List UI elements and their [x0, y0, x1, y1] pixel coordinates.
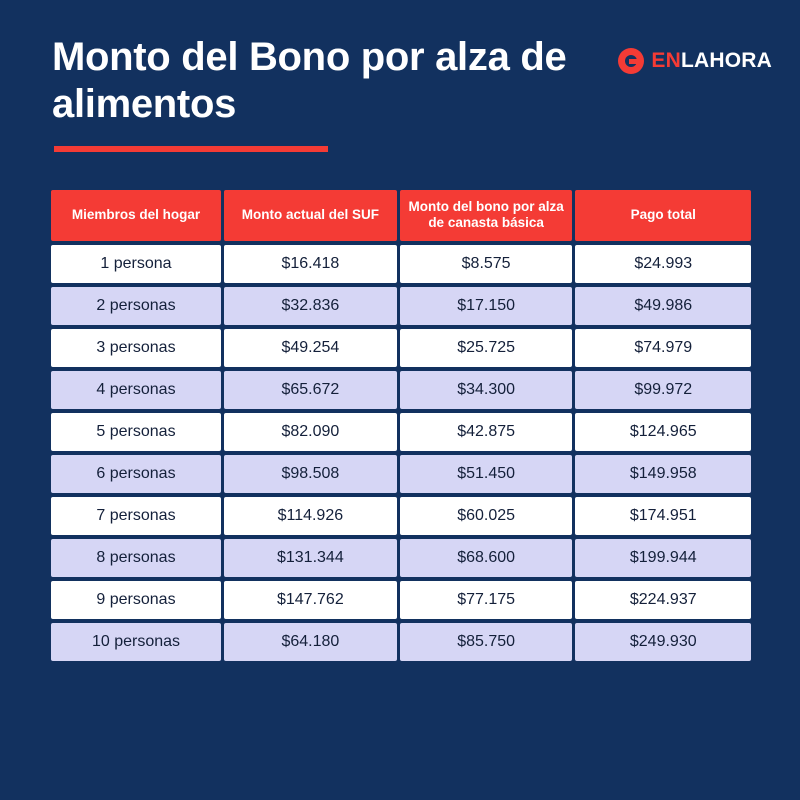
logo-text	[651, 49, 772, 73]
circle-arrow-icon	[618, 48, 644, 74]
logo-text-rest: LAHORA	[680, 49, 772, 72]
page-title: Monto del Bono por alza de alimentos	[52, 35, 567, 127]
table-row	[51, 497, 751, 535]
bono-table-container	[48, 186, 754, 665]
brand-logo	[618, 48, 772, 74]
table-row	[51, 623, 751, 661]
cell-suf: $16.418	[224, 245, 397, 283]
cell-members: 5 personas	[51, 413, 221, 451]
cell-members: 2 personas	[51, 287, 221, 325]
cell-suf: $131.344	[224, 539, 397, 577]
cell-total: $224.937	[575, 581, 751, 619]
table-row	[51, 371, 751, 409]
cell-bono: $8.575	[400, 245, 573, 283]
table-header-row	[51, 190, 751, 241]
cell-total: $149.958	[575, 455, 751, 493]
bono-table	[48, 186, 754, 665]
cell-suf: $98.508	[224, 455, 397, 493]
cell-total: $99.972	[575, 371, 751, 409]
cell-members: 3 personas	[51, 329, 221, 367]
title-underline	[54, 146, 328, 152]
table-row	[51, 287, 751, 325]
cell-suf: $114.926	[224, 497, 397, 535]
column-header-bono: Monto del bono por alza de canasta básica	[400, 190, 573, 241]
cell-suf: $64.180	[224, 623, 397, 661]
cell-bono: $17.150	[400, 287, 573, 325]
table-row	[51, 329, 751, 367]
cell-bono: $34.300	[400, 371, 573, 409]
table-row	[51, 455, 751, 493]
cell-bono: $51.450	[400, 455, 573, 493]
cell-bono: $85.750	[400, 623, 573, 661]
cell-total: $74.979	[575, 329, 751, 367]
cell-total: $24.993	[575, 245, 751, 283]
cell-suf: $32.836	[224, 287, 397, 325]
cell-members: 10 personas	[51, 623, 221, 661]
table-row	[51, 539, 751, 577]
table-row	[51, 581, 751, 619]
cell-bono: $25.725	[400, 329, 573, 367]
cell-bono: $42.875	[400, 413, 573, 451]
cell-members: 7 personas	[51, 497, 221, 535]
cell-total: $174.951	[575, 497, 751, 535]
cell-members: 8 personas	[51, 539, 221, 577]
column-header-suf: Monto actual del SUF	[224, 190, 397, 241]
cell-suf: $147.762	[224, 581, 397, 619]
cell-bono: $77.175	[400, 581, 573, 619]
cell-total: $199.944	[575, 539, 751, 577]
header	[52, 34, 772, 154]
cell-suf: $82.090	[224, 413, 397, 451]
column-header-total: Pago total	[575, 190, 751, 241]
table-row	[51, 413, 751, 451]
cell-total: $49.986	[575, 287, 751, 325]
table-row	[51, 245, 751, 283]
cell-members: 1 persona	[51, 245, 221, 283]
column-header-members: Miembros del hogar	[51, 190, 221, 241]
cell-members: 9 personas	[51, 581, 221, 619]
cell-total: $249.930	[575, 623, 751, 661]
cell-total: $124.965	[575, 413, 751, 451]
cell-bono: $68.600	[400, 539, 573, 577]
logo-text-accent: EN	[651, 49, 681, 72]
cell-members: 4 personas	[51, 371, 221, 409]
cell-suf: $65.672	[224, 371, 397, 409]
cell-members: 6 personas	[51, 455, 221, 493]
cell-suf: $49.254	[224, 329, 397, 367]
cell-bono: $60.025	[400, 497, 573, 535]
